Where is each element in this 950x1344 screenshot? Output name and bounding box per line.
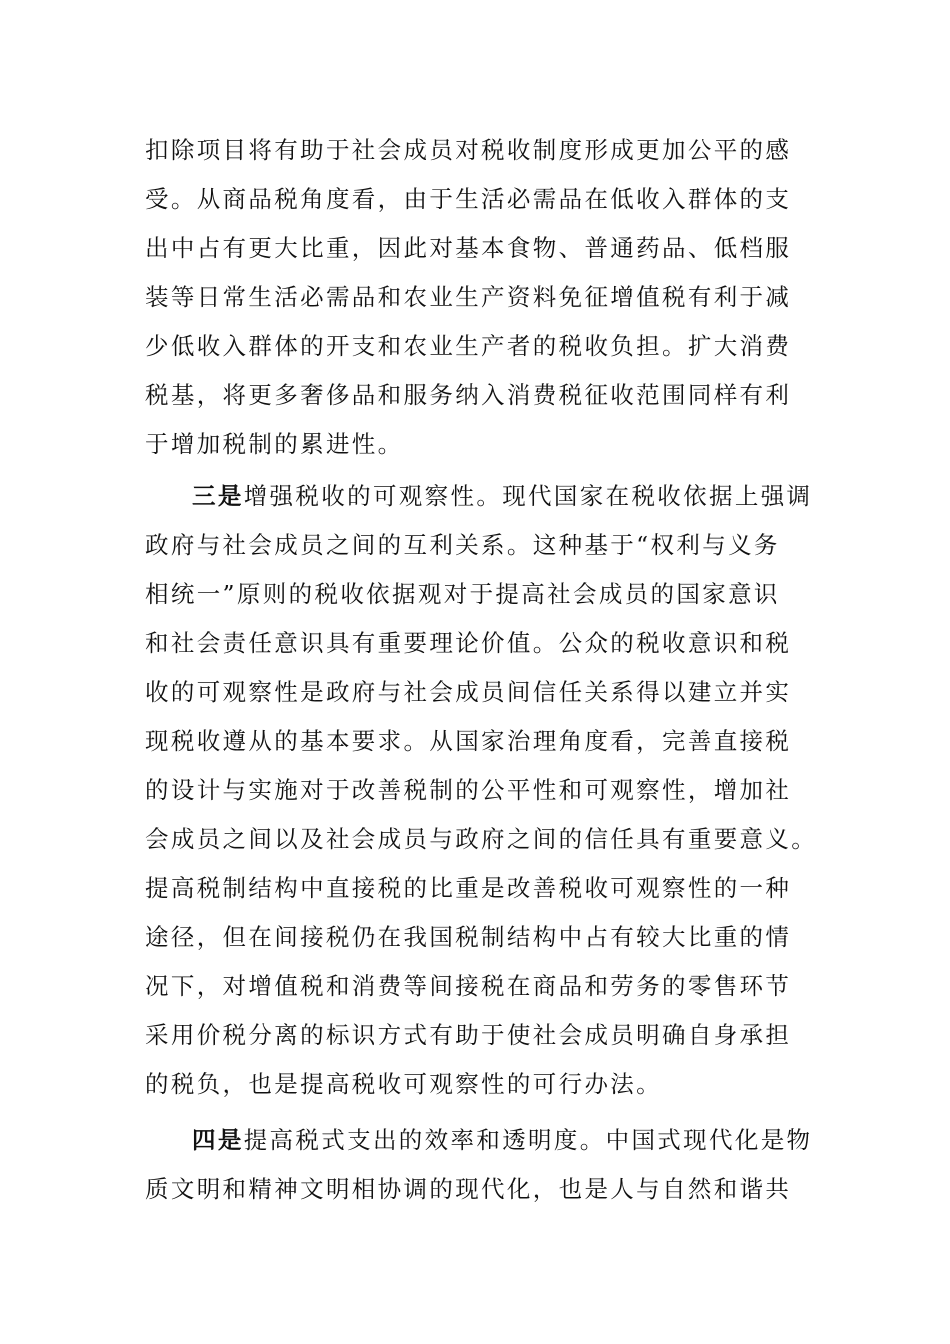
paragraph-three-first-line (192, 476, 862, 516)
text-line: 增强税收的可观察性。现代国家在税收依据上强调 (243, 482, 813, 510)
text-line: 受。从商品税角度看，由于生活必需品在低收入群体的支 (145, 185, 792, 213)
text-line: 现税收遵从的基本要求。从国家治理角度看，完善直接税 (145, 727, 792, 755)
text-line: 少低收入群体的开支和农业生产者的税收负担。扩大消费 (145, 332, 792, 360)
text-line: 质文明和精神文明相协调的现代化，也是人与自然和谐共 (145, 1175, 792, 1203)
text-line: 和社会责任意识具有重要理论价值。公众的税收意识和税 (145, 629, 792, 657)
text-line: 装等日常生活必需品和农业生产资料免征增值税有利于减 (145, 283, 792, 311)
text-line: 提高税制结构中直接税的比重是改善税收可观察性的一种 (145, 874, 792, 902)
text-line: 出中占有更大比重，因此对基本食物、普通药品、低档服 (145, 234, 792, 262)
text-line: 政府与社会成员之间的互利关系。这种基于“权利与义务 (145, 531, 780, 559)
text-line: 采用价税分离的标识方式有助于使社会成员明确自身承担 (145, 1021, 792, 1049)
paragraph-four-first-line (192, 1120, 862, 1160)
text-line: 提高税式支出的效率和透明度。中国式现代化是物 (243, 1126, 813, 1154)
text-line: 税基，将更多奢侈品和服务纳入消费税征收范围同样有利 (145, 381, 792, 409)
text-line: 扣除项目将有助于社会成员对税收制度形成更加公平的感 (145, 136, 792, 164)
text-line: 况下，对增值税和消费等间接税在商品和劳务的零售环节 (145, 972, 792, 1000)
text-line: 的税负，也是提高税收可观察性的可行办法。 (145, 1070, 662, 1098)
text-line: 收的可观察性是政府与社会成员间信任关系得以建立并实 (145, 678, 792, 706)
text-line: 的设计与实施对于改善税制的公平性和可观察性，增加社 (145, 776, 792, 804)
text-line: 途径，但在间接税仍在我国税制结构中占有较大比重的情 (145, 923, 792, 951)
text-line: 于增加税制的累进性。 (145, 430, 404, 458)
paragraph-lead-four: 四是 (192, 1126, 244, 1154)
paragraph-lead-three: 三是 (192, 482, 244, 510)
text-line: 相统一”原则的税收依据观对于提高社会成员的国家意识 (145, 580, 780, 608)
text-line: 会成员之间以及社会成员与政府之间的信任具有重要意义。 (145, 825, 818, 853)
